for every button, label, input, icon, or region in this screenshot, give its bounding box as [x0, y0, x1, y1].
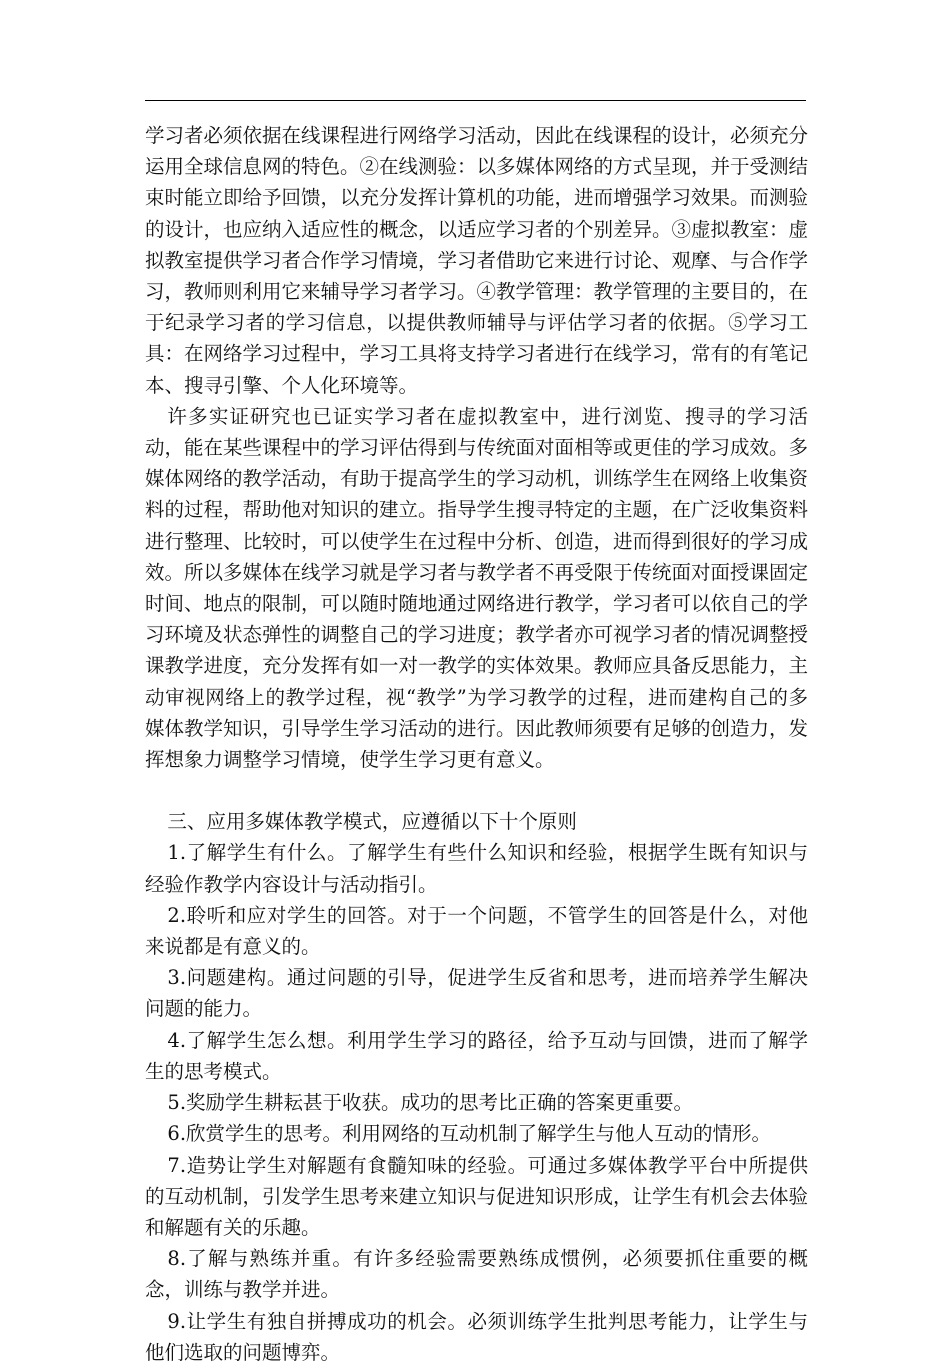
paragraph-online-course: 学习者必须依据在线课程进行网络学习活动，因此在线课程的设计，必须充分运用全球信息网的特色。②在线测验：以多媒体网络的方式呈现，并于受测结束时能立即给予回馈，以充分发挥计算机的功能，进而增强学习效果。而测验的设计，也应纳入适应性的概念，以适应学习者的个别差异。③虚拟教室：虚拟教室提供学习者合作学习情境，学习者借助它来进行讨论、观摩、与合作学习，教师则利用它来辅导学习者学习。④教学管理：教学管理的主要目的，在于纪录学习者的学习信息，以提供教师辅导与评估学习者的依据。⑤学习工具：在网络学习过程中，学习工具将支持学习者进行在线学习，常有的有笔记本、搜寻引擎、个人化环境等。	[145, 124, 809, 397]
principle-item-4: 4.了解学生怎么想。利用学生学习的路径，给予互动与回馈，进而了解学生的思考模式。	[145, 1028, 808, 1083]
principle-item-9: 9.让学生有独自拼搏成功的机会。必须训练学生批判思考能力，让学生与他们选取的问题博弈。	[145, 1309, 808, 1364]
principle-item-3: 3.问题建构。通过问题的引导，促进学生反省和思考，进而培养学生解决问题的能力。	[145, 966, 808, 1021]
paragraph-empirical-research: 许多实证研究也已证实学习者在虚拟教室中，进行浏览、搜寻的学习活动，能在某些课程中的学习评估得到与传统面对面相等或更佳的学习成效。多媒体网络的教学活动，有助于提高学生的学习动机，训练学生在网络上收集资料的过程，帮助他对知识的建立。指导学生搜寻特定的主题，在广泛收集资料进行整理、比较时，可以使学生在过程中分析、创造，进而得到很好的学习成效。所以多媒体在线学习就是学习者与教学者不再受限于传统面对面授课固定时间、地点的限制，可以随时随地通过网络进行教学，学习者可以依自己的学习环境及状态弹性的调整自己的学习进度；教学者亦可视学习者的情况调整授课教学进度，充分发挥有如一对一教学的实体效果。教师应具备反思能力，主动审视网络上的教学过程，视“教学”为学习教学的过程，进而建构自己的多媒体教学知识，引导学生学习活动的进行。因此教师须要有足够的创造力，发挥想象力调整学习情境，使学生学习更有意义。	[145, 404, 809, 772]
header-rule	[145, 100, 806, 101]
principle-item-8: 8.了解与熟练并重。有许多经验需要熟练成惯例，必须要抓住重要的概念，训练与教学并进。	[145, 1247, 808, 1302]
principle-item-7: 7.造势让学生对解题有食髓知味的经验。可通过多媒体教学平台中所提供的互动机制，引发学生思考来建立知识与促进知识形成，让学生有机会去体验和解题有关的乐趣。	[145, 1153, 809, 1239]
document-body	[145, 120, 808, 1368]
principle-item-6: 6.欣赏学生的思考。利用网络的互动机制了解学生与他人互动的情形。	[167, 1122, 772, 1146]
principle-item-1: 1.了解学生有什么。了解学生有些什么知识和经验，根据学生既有知识与经验作教学内容设计与活动指引。	[145, 841, 808, 896]
principle-item-5: 5.奖励学生耕耘甚于收获。成功的思考比正确的答案更重要。	[167, 1091, 694, 1115]
section-heading: 三、应用多媒体教学模式，应遵循以下十个原则	[167, 810, 577, 834]
paragraph-spacer	[145, 775, 808, 806]
principle-item-2: 2.聆听和应对学生的回答。对于一个问题，不管学生的回答是什么，对他来说都是有意义的。	[145, 903, 808, 959]
